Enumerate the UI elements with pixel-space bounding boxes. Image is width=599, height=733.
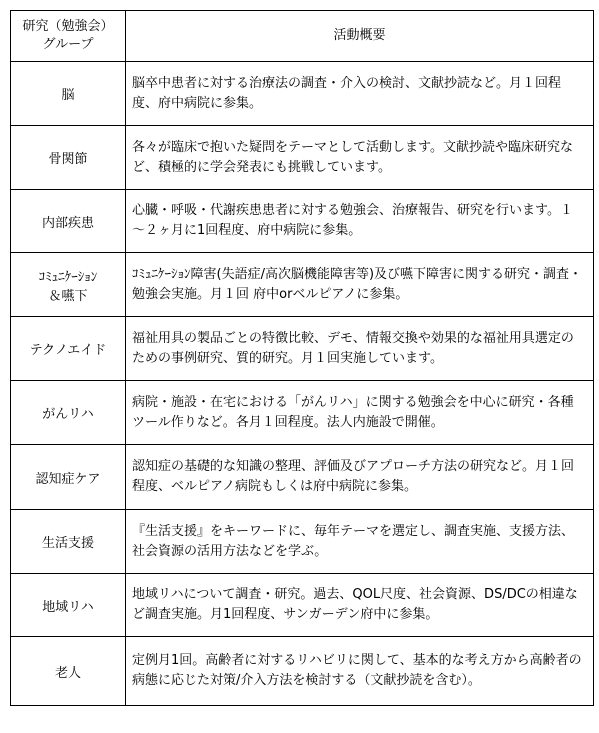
table-row — [11, 317, 594, 381]
group-cell: テクノエイド — [11, 317, 126, 381]
table-row — [11, 637, 594, 706]
activity-cell: 福祉用具の製品ごとの特徴比較、デモ、情報交換や効果的な福祉用具選定のための事例研究、質的研究。月１回実施しています。 — [126, 317, 594, 381]
group-cell: 脳 — [11, 62, 126, 126]
group-cell: がんリハ — [11, 381, 126, 445]
group-cell: 生活支援 — [11, 510, 126, 574]
activity-cell: 病院・施設・在宅における「がんリハ」に関する勉強会を中心に研究・各種ツール作りなど。各月１回程度。法人内施設で開催。 — [126, 381, 594, 445]
table-row — [11, 574, 594, 637]
group-cell: 骨関節 — [11, 126, 126, 190]
activity-cell: 各々が臨床で抱いた疑問をテーマとして活動します。文献抄読や臨床研究など、積極的に学会発表にも挑戦しています。 — [126, 126, 594, 190]
table-row — [11, 510, 594, 574]
group-cell: 地域リハ — [11, 574, 126, 637]
group-cell: 内部疾患 — [11, 190, 126, 253]
table-row — [11, 126, 594, 190]
group-cell: ｺﾐｭﾆｹｰｼｮﾝ ＆嚥下 — [11, 253, 126, 317]
header-group: 研究（勉強会） グループ — [11, 11, 126, 62]
table-row — [11, 381, 594, 445]
table-row — [11, 253, 594, 317]
activity-cell: 定例月1回。高齢者に対するリハビリに関して、基本的な考え方から高齢者の病態に応じた対策/介入方法を検討する（文献抄読を含む）。 — [126, 637, 594, 706]
table-row — [11, 190, 594, 253]
activity-cell: 認知症の基礎的な知識の整理、評価及びアプローチ方法の研究など。月１回程度、ベルピアノ病院もしくは府中病院に参集。 — [126, 445, 594, 510]
activity-cell: 心臓・呼吸・代謝疾患患者に対する勉強会、治療報告、研究を行います。１～２ヶ月に1回程度、府中病院に参集。 — [126, 190, 594, 253]
table-row — [11, 62, 594, 126]
activity-table — [10, 10, 594, 706]
activity-cell: 地域リハについて調査・研究。過去、QOL尺度、社会資源、DS/DCの相違など調査実施。月1回程度、サンガーデン府中に参集。 — [126, 574, 594, 637]
activity-cell: ｺﾐｭﾆｹｰｼｮﾝ障害(失語症/高次脳機能障害等)及び嚥下障害に関する研究・調査・勉強会実施。月１回 府中orベルピアノに参集。 — [126, 253, 594, 317]
group-cell: 老人 — [11, 637, 126, 706]
activity-cell: 脳卒中患者に対する治療法の調査・介入の検討、文献抄読など。月１回程度、府中病院に参集。 — [126, 62, 594, 126]
group-cell: 認知症ケア — [11, 445, 126, 510]
table-header-row — [11, 11, 594, 62]
header-activity: 活動概要 — [126, 11, 594, 62]
table-row — [11, 445, 594, 510]
activity-cell: 『生活支援』をキーワードに、毎年テーマを選定し、調査実施、支援方法、社会資源の活用方法などを学ぶ。 — [126, 510, 594, 574]
